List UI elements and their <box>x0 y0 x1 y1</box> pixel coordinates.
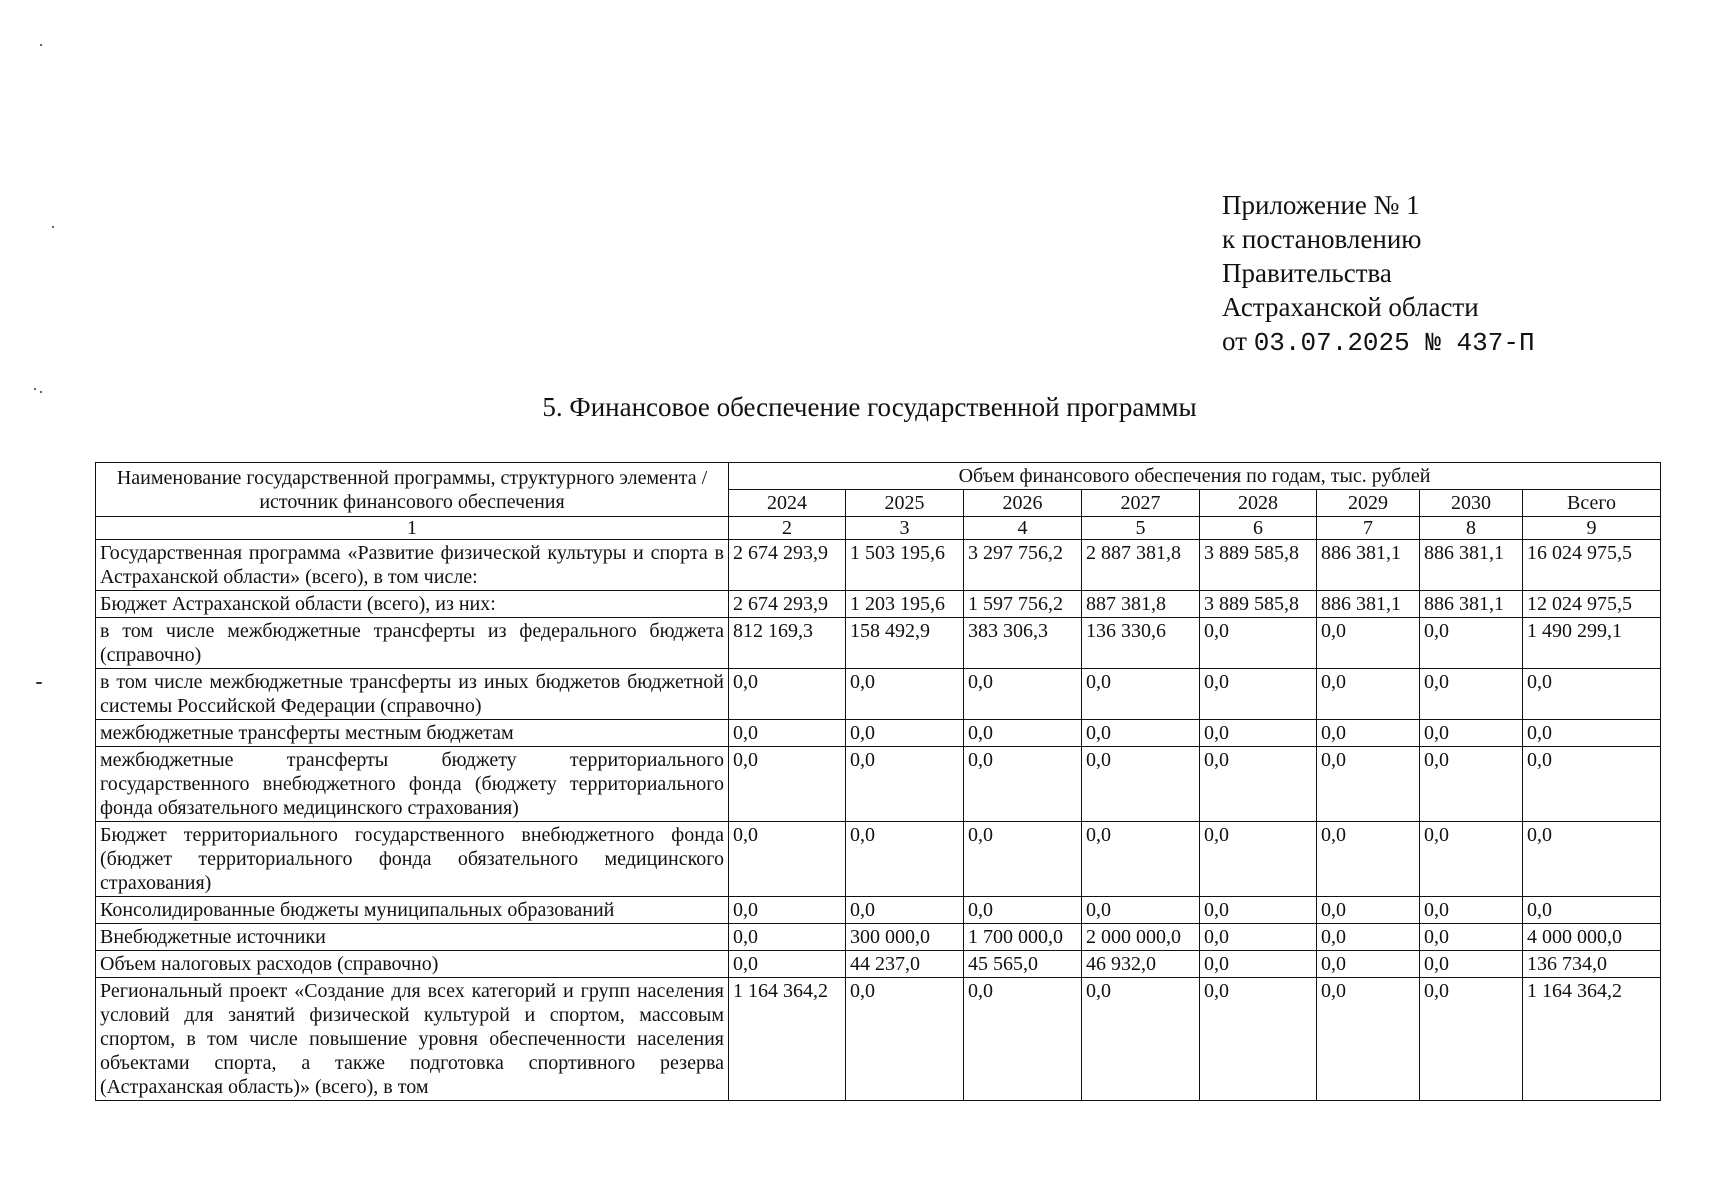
value-cell: 0,0 <box>1317 822 1420 897</box>
table-row <box>96 540 1661 591</box>
table-body <box>96 517 1661 1101</box>
row-name-cell: Государственная программа «Развитие физической культуры и спорта в Астраханской области» (всего), в том числе: <box>96 540 729 591</box>
appendix-line: к постановлению <box>1222 224 1422 254</box>
section-title <box>0 392 1719 423</box>
column-number-cell: 1 <box>96 517 729 540</box>
financing-table <box>95 462 1661 1101</box>
value-cell: 0,0 <box>846 669 964 720</box>
value-cell: 0,0 <box>1200 897 1317 924</box>
value-cell: 1 164 364,2 <box>1523 978 1661 1101</box>
year-header: 2025 <box>846 490 964 517</box>
value-cell: 0,0 <box>729 897 846 924</box>
value-cell: 0,0 <box>1317 618 1420 669</box>
value-cell: 0,0 <box>846 720 964 747</box>
value-cell: 0,0 <box>1082 720 1200 747</box>
value-cell: 0,0 <box>1317 951 1420 978</box>
appendix-line: Приложение № 1 <box>1222 190 1420 220</box>
value-cell: 0,0 <box>1317 669 1420 720</box>
value-cell: 0,0 <box>964 897 1082 924</box>
row-name-cell: в том числе межбюджетные трансферты из иных бюджетов бюджетной системы Российской Федерации (справочно) <box>96 669 729 720</box>
column-number-cell: 2 <box>729 517 846 540</box>
value-cell: 0,0 <box>1317 747 1420 822</box>
row-name-cell: Объем налоговых расходов (справочно) <box>96 951 729 978</box>
appendix-date-line <box>1222 324 1535 360</box>
table-row <box>96 747 1661 822</box>
value-cell: 812 169,3 <box>729 618 846 669</box>
row-name-cell: Внебюджетные источники <box>96 924 729 951</box>
scan-speck <box>52 226 54 228</box>
column-number-cell: 9 <box>1523 517 1661 540</box>
value-cell: 0,0 <box>964 978 1082 1101</box>
table-row <box>96 720 1661 747</box>
value-cell: 0,0 <box>964 747 1082 822</box>
year-header: 2024 <box>729 490 846 517</box>
row-name-cell: Бюджет территориального государственного внебюджетного фонда (бюджет территориального фонда обязательного медицинского страхования) <box>96 822 729 897</box>
value-cell: 136 330,6 <box>1082 618 1200 669</box>
value-cell: 887 381,8 <box>1082 591 1200 618</box>
value-cell: 0,0 <box>1420 951 1523 978</box>
value-cell: 0,0 <box>964 669 1082 720</box>
row-name-cell: Региональный проект «Создание для всех категорий и групп населения условий для занятий физической культурой и спортом, массовым спортом, в том числе повышение уровня обеспеченности населения объектами спорта, а также подготовка спортивного резерва (Астраханская область)» (всего), в том <box>96 978 729 1101</box>
value-cell: 0,0 <box>729 822 846 897</box>
value-cell: 0,0 <box>1523 822 1661 897</box>
value-cell: 16 024 975,5 <box>1523 540 1661 591</box>
value-cell: 886 381,1 <box>1420 591 1523 618</box>
value-cell: 0,0 <box>1420 669 1523 720</box>
value-cell: 0,0 <box>729 951 846 978</box>
value-cell: 12 024 975,5 <box>1523 591 1661 618</box>
value-cell: 46 932,0 <box>1082 951 1200 978</box>
value-cell: 0,0 <box>1420 978 1523 1101</box>
value-cell: 0,0 <box>729 924 846 951</box>
value-cell: 2 887 381,8 <box>1082 540 1200 591</box>
value-cell: 0,0 <box>1200 951 1317 978</box>
table-row <box>96 951 1661 978</box>
value-cell: 300 000,0 <box>846 924 964 951</box>
table-row <box>96 669 1661 720</box>
column-number-cell: 3 <box>846 517 964 540</box>
value-cell: 0,0 <box>1200 822 1317 897</box>
value-cell: 0,0 <box>1082 822 1200 897</box>
value-cell: 0,0 <box>1200 618 1317 669</box>
value-cell: 1 700 000,0 <box>964 924 1082 951</box>
value-cell: 0,0 <box>1523 720 1661 747</box>
appendix-date-prefix: от <box>1222 326 1254 356</box>
table-row <box>96 924 1661 951</box>
scan-speck <box>36 682 42 684</box>
value-cell: 1 597 756,2 <box>964 591 1082 618</box>
value-cell: 0,0 <box>1317 720 1420 747</box>
scan-speck <box>40 44 42 46</box>
value-cell: 0,0 <box>846 747 964 822</box>
column-number-cell: 6 <box>1200 517 1317 540</box>
value-cell: 0,0 <box>1082 897 1200 924</box>
value-cell: 0,0 <box>1420 720 1523 747</box>
value-cell: 0,0 <box>729 669 846 720</box>
table-row <box>96 897 1661 924</box>
value-cell: 0,0 <box>846 822 964 897</box>
row-name-cell: межбюджетные трансферты местным бюджетам <box>96 720 729 747</box>
year-header: 2029 <box>1317 490 1420 517</box>
value-cell: 886 381,1 <box>1317 540 1420 591</box>
value-cell: 4 000 000,0 <box>1523 924 1661 951</box>
value-cell: 0,0 <box>1317 978 1420 1101</box>
value-cell: 886 381,1 <box>1317 591 1420 618</box>
value-cell: 0,0 <box>1200 720 1317 747</box>
table-row <box>96 618 1661 669</box>
column-number-cell: 7 <box>1317 517 1420 540</box>
value-cell: 136 734,0 <box>1523 951 1661 978</box>
value-cell: 3 889 585,8 <box>1200 591 1317 618</box>
row-name-cell: Бюджет Астраханской области (всего), из них: <box>96 591 729 618</box>
appendix-date-number: 03.07.2025 № 437-П <box>1253 328 1535 358</box>
row-name-cell: Консолидированные бюджеты муниципальных образований <box>96 897 729 924</box>
section-title-text: 5. Финансовое обеспечение государственной программы <box>542 392 1197 422</box>
value-cell: 2 674 293,9 <box>729 591 846 618</box>
value-cell: 0,0 <box>1420 618 1523 669</box>
row-name-cell: в том числе межбюджетные трансферты из федерального бюджета (справочно) <box>96 618 729 669</box>
value-cell: 2 674 293,9 <box>729 540 846 591</box>
year-header: 2030 <box>1420 490 1523 517</box>
value-cell: 0,0 <box>1200 747 1317 822</box>
value-cell: 0,0 <box>1200 978 1317 1101</box>
value-cell: 0,0 <box>1082 978 1200 1101</box>
value-cell: 0,0 <box>964 822 1082 897</box>
value-cell: 0,0 <box>1523 747 1661 822</box>
value-cell: 0,0 <box>1523 669 1661 720</box>
value-cell: 3 297 756,2 <box>964 540 1082 591</box>
table-row <box>96 822 1661 897</box>
value-cell: 0,0 <box>1200 669 1317 720</box>
value-cell: 383 306,3 <box>964 618 1082 669</box>
value-cell: 45 565,0 <box>964 951 1082 978</box>
value-cell: 0,0 <box>846 897 964 924</box>
value-cell: 0,0 <box>1420 747 1523 822</box>
value-cell: 3 889 585,8 <box>1200 540 1317 591</box>
table-row <box>96 978 1661 1101</box>
value-cell: 0,0 <box>1082 669 1200 720</box>
value-cell: 1 203 195,6 <box>846 591 964 618</box>
value-cell: 0,0 <box>1420 897 1523 924</box>
value-cell: 44 237,0 <box>846 951 964 978</box>
column-number-cell: 8 <box>1420 517 1523 540</box>
column-number-row <box>96 517 1661 540</box>
value-cell: 0,0 <box>1317 924 1420 951</box>
value-cell: 1 490 299,1 <box>1523 618 1661 669</box>
value-cell: 0,0 <box>729 720 846 747</box>
name-column-header: Наименование государственной программы, структурного элемента / источник финансового обеспечения <box>96 463 729 517</box>
value-cell: 0,0 <box>1082 747 1200 822</box>
appendix-header <box>1222 188 1535 360</box>
year-header: 2026 <box>964 490 1082 517</box>
value-cell: 2 000 000,0 <box>1082 924 1200 951</box>
value-cell: 158 492,9 <box>846 618 964 669</box>
appendix-line: Правительства <box>1222 258 1392 288</box>
column-number-cell: 5 <box>1082 517 1200 540</box>
scan-speck <box>34 388 36 390</box>
row-name-cell: межбюджетные трансферты бюджету территориального государственного внебюджетного фонда (бюджету территориального фонда обязательного медицинского страхования) <box>96 747 729 822</box>
year-header: 2028 <box>1200 490 1317 517</box>
value-cell: 0,0 <box>846 978 964 1101</box>
value-cell: 0,0 <box>1420 822 1523 897</box>
value-cell: 1 503 195,6 <box>846 540 964 591</box>
value-cell: 0,0 <box>964 720 1082 747</box>
value-cell: 0,0 <box>729 747 846 822</box>
table-row <box>96 591 1661 618</box>
value-cell: 0,0 <box>1200 924 1317 951</box>
year-header: 2027 <box>1082 490 1200 517</box>
year-header: Всего <box>1523 490 1661 517</box>
value-cell: 886 381,1 <box>1420 540 1523 591</box>
volume-header: Объем финансового обеспечения по годам, тыс. рублей <box>729 463 1661 490</box>
value-cell: 0,0 <box>1420 924 1523 951</box>
value-cell: 0,0 <box>1523 897 1661 924</box>
value-cell: 0,0 <box>1317 897 1420 924</box>
column-number-cell: 4 <box>964 517 1082 540</box>
value-cell: 1 164 364,2 <box>729 978 846 1101</box>
appendix-line: Астраханской области <box>1222 292 1479 322</box>
